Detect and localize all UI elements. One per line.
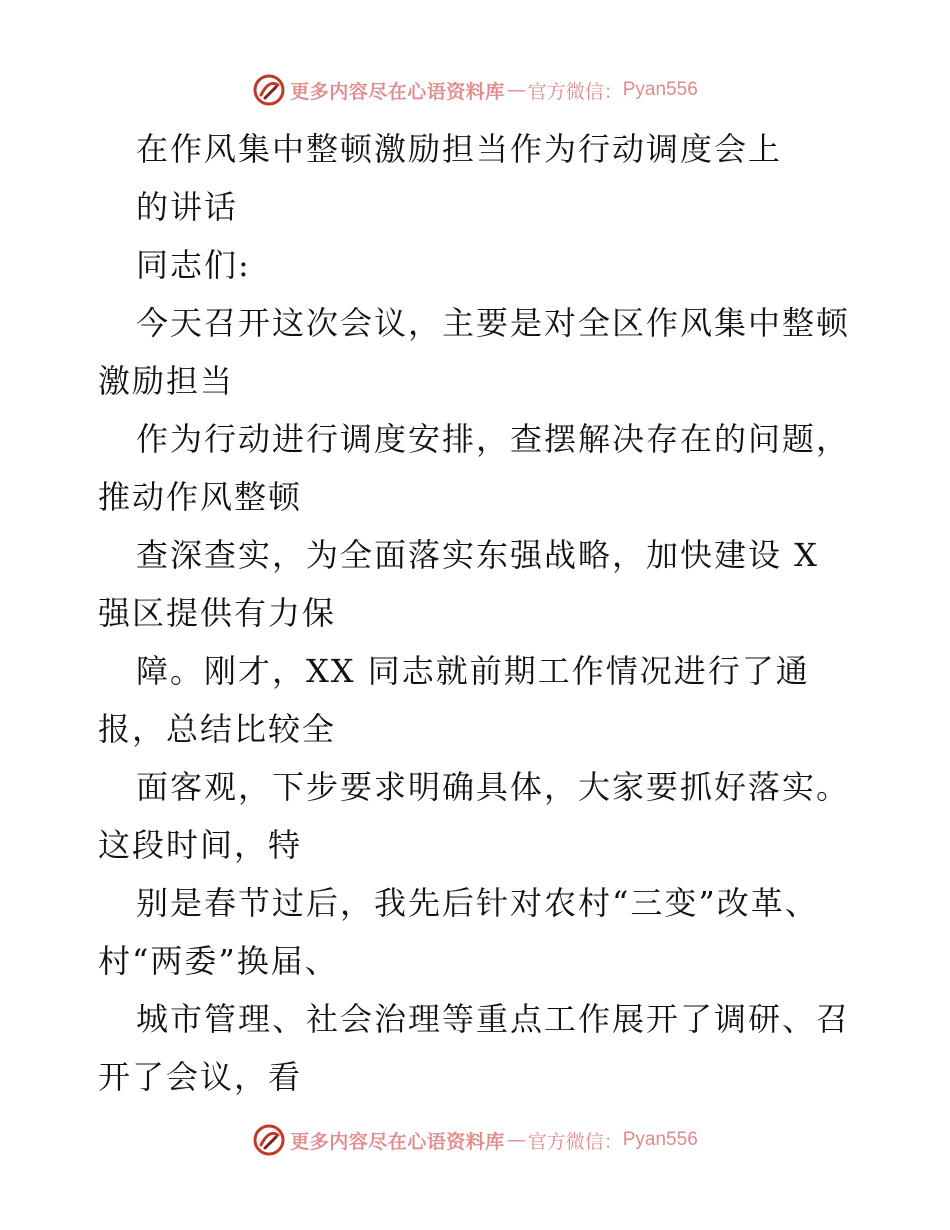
watermark-label: 官方微信： bbox=[527, 1130, 623, 1153]
paragraph-line: 推动作风整顿 bbox=[98, 478, 303, 516]
paragraph-line: 村“两委”换届、 bbox=[98, 942, 339, 980]
watermark-header bbox=[0, 70, 950, 110]
paragraph-line: 城市管理、社会治理等重点工作展开了调研、召 bbox=[136, 1000, 851, 1038]
paragraph-line: 障。刚才，XX 同志就前期工作情况进行了通 bbox=[136, 652, 810, 690]
paragraph-line: 报，总结比较全 bbox=[98, 710, 337, 748]
watermark-dash: — bbox=[506, 79, 526, 101]
paragraph-line: 在作风集中整顿激励担当作为行动调度会上 bbox=[136, 130, 783, 168]
paragraph-line: 作为行动进行调度安排，查摆解决存在的问题， bbox=[136, 420, 851, 458]
document-body bbox=[98, 120, 858, 1106]
watermark-label: 官方微信： bbox=[527, 80, 623, 103]
paragraph-line: 这段时间，特 bbox=[98, 826, 303, 864]
paragraph-line: 面客观，下步要求明确具体，大家要抓好落实。 bbox=[136, 768, 851, 806]
paragraph-line: 强区提供有力保 bbox=[98, 594, 337, 632]
watermark-id: Pyan556 bbox=[622, 1129, 698, 1150]
brand-logo-icon bbox=[252, 73, 286, 107]
paragraph-line: 的讲话 bbox=[136, 188, 239, 226]
paragraph-line: 开了会议，看 bbox=[98, 1058, 303, 1096]
paragraph-line: 今天召开这次会议，主要是对全区作风集中整顿 bbox=[136, 304, 851, 342]
paragraph-line: 同志们: bbox=[136, 246, 251, 284]
paragraph-line: 激励担当 bbox=[98, 362, 235, 400]
watermark-brand: 更多内容尽在心语资料库 bbox=[290, 1130, 505, 1153]
watermark-footer bbox=[0, 1120, 950, 1160]
watermark-dash: — bbox=[506, 1129, 526, 1151]
paragraph-line: 查深查实，为全面落实东强战略，加快建设 X bbox=[136, 536, 819, 574]
watermark-brand: 更多内容尽在心语资料库 bbox=[290, 80, 505, 103]
paragraph-line: 别是春节过后，我先后针对农村“三变”改革、 bbox=[136, 884, 819, 922]
brand-logo-icon bbox=[252, 1123, 286, 1157]
watermark-id: Pyan556 bbox=[622, 79, 698, 100]
